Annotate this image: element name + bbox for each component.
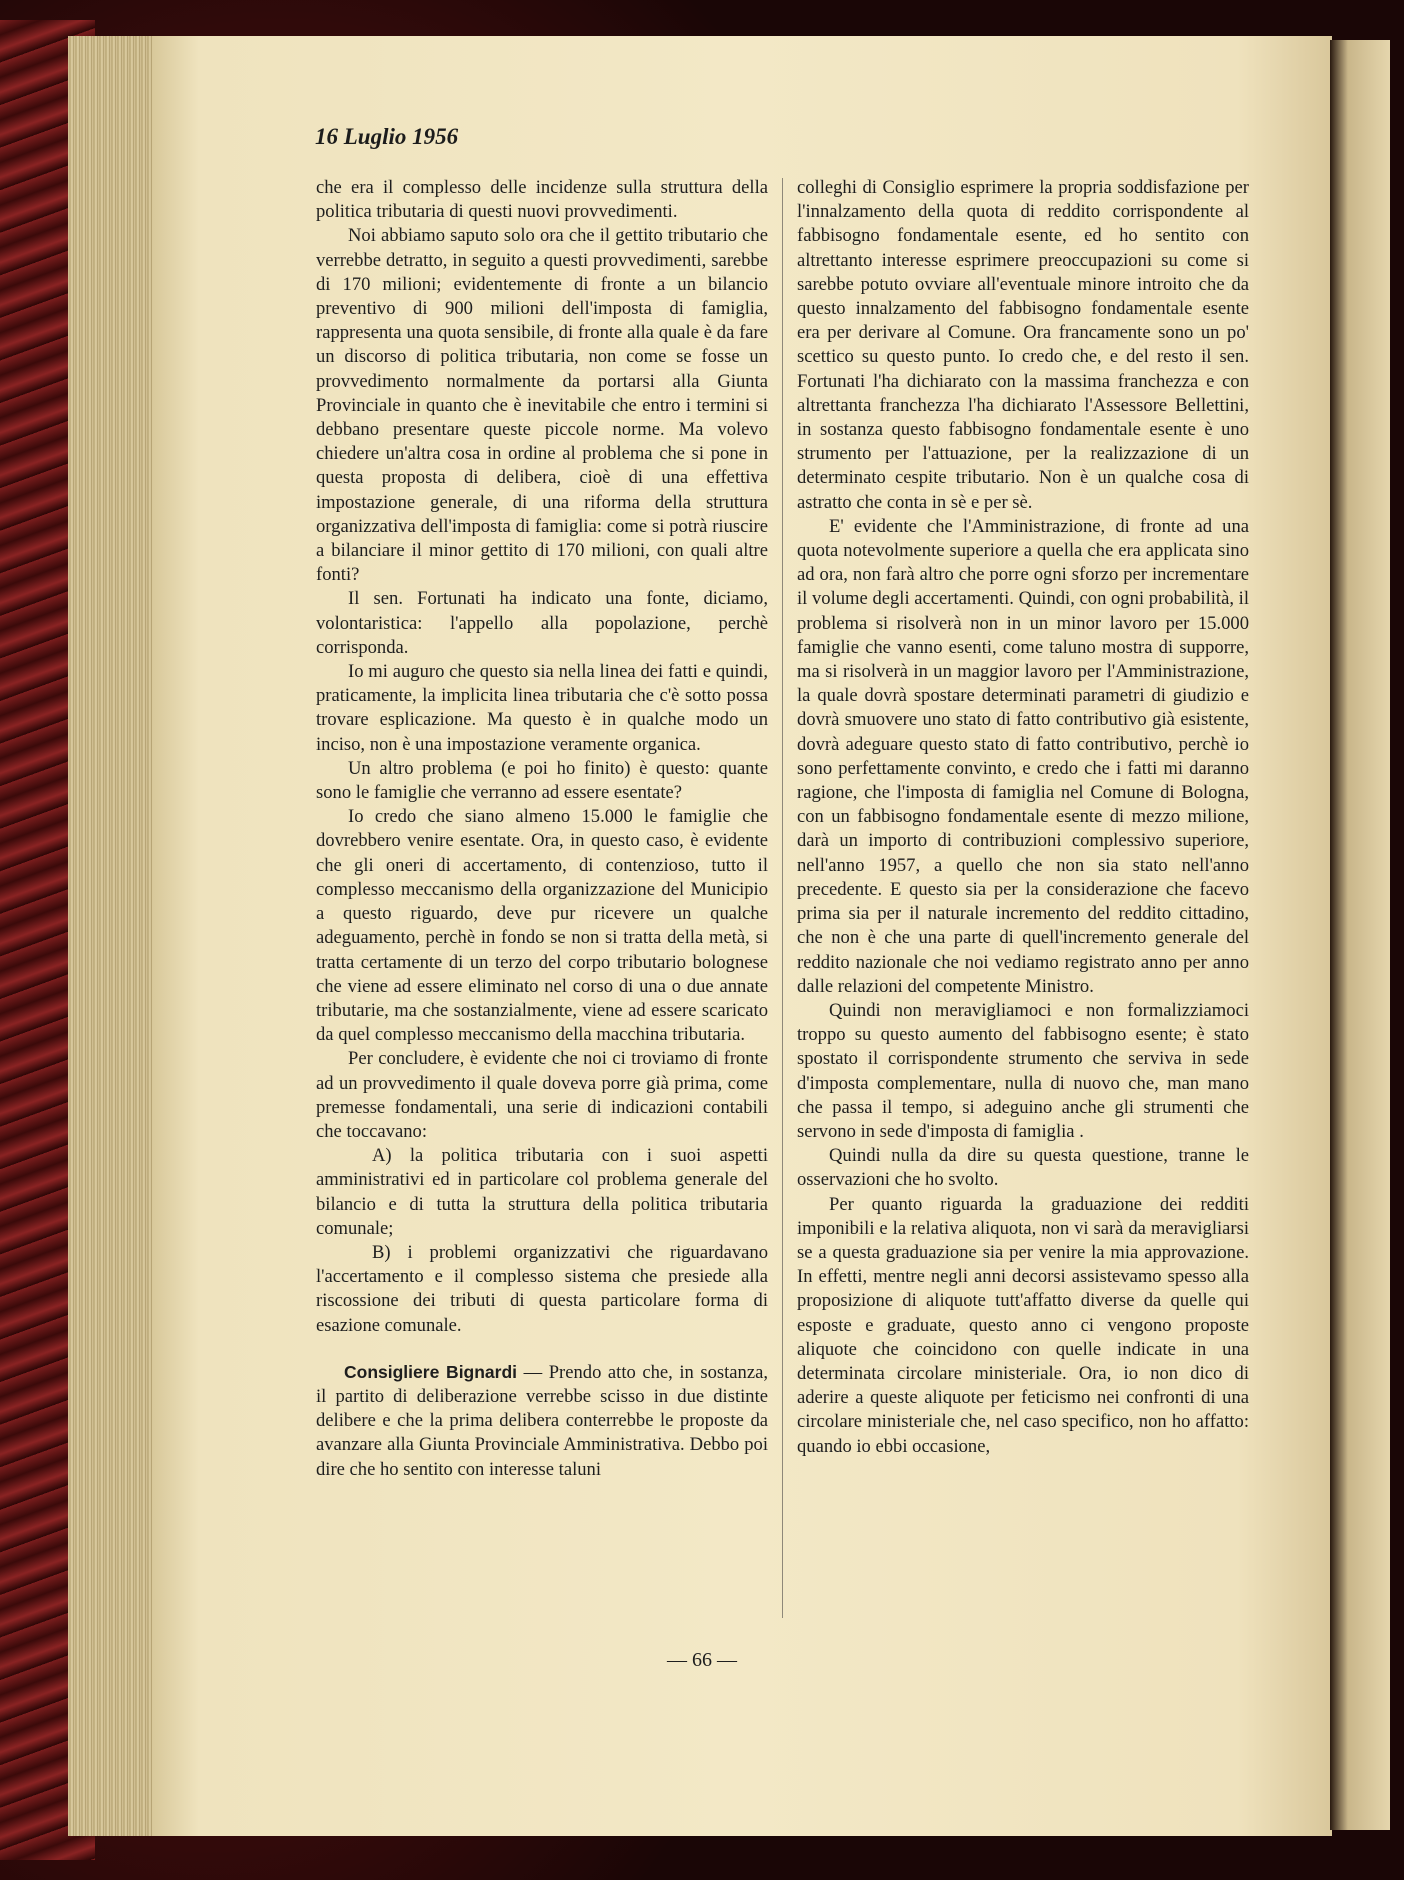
- paragraph: Io credo che siano almeno 15.000 le famiglie che dovrebbero venire esentate. Ora, in questo caso, è evidente che gli oneri di accertamento, di contenzioso, tutto il complesso meccanismo della organizzazione del Municipio a questo riguardo, deve pur ricevere un qualche adeguamento, perchè in fondo se non si tratta della metà, si tratta certamente di un terzo del corpo tributario bolognese che viene ad essere eliminato nel corso di una o due annate tributarie, ma che sostanzialmente, viene ad essere scaricato da quel complesso meccanismo della macchina tributaria.: [316, 806, 768, 1046]
- paragraph: Io mi auguro che questo sia nella linea dei fatti e quindi, praticamente, la implicita linea tributaria che c'è sotto possa trovare esplicazione. Ma questo è in qualche modo un inciso, non è una impostazione veramente organica.: [316, 661, 768, 755]
- paragraph: Il sen. Fortunati ha indicato una fonte, diciamo, volontaristica: l'appello alla popolazione, perchè corrisponda.: [316, 588, 768, 658]
- paragraph: Per concludere, è evidente che noi ci troviamo di fronte ad un provvedimento il quale doveva porre già prima, come premesse fondamentali, una serie di indicazioni contabili che toccavano:: [316, 1048, 768, 1142]
- left-text-column: [316, 176, 768, 1482]
- list-item-a: A) la politica tributaria con i suoi aspetti amministrativi ed in particolare col problema generale del bilancio e di tutta la struttura della politica tributaria comunale;: [316, 1145, 768, 1239]
- paragraph: Quindi nulla da dire su questa questione, tranne le osservazioni che ho svolto.: [797, 1145, 1249, 1191]
- page-number: — 66 —: [667, 1649, 737, 1671]
- paragraph: Un altro problema (e poi ho finito) è questo: quante sono le famiglie che verranno ad essere esentate?: [316, 757, 768, 804]
- list-item-b: B) i problemi organizzativi che riguardavano l'accertamento e il complesso sistema che presiede alla riscossione dei tributi di questa particolare forma di esazione comunale.: [316, 1241, 768, 1336]
- page-stack-edges: [68, 36, 160, 1836]
- column-divider: [782, 178, 783, 1618]
- paragraph: E' evidente che l'Amministrazione, di fronte ad una quota notevolmente superiore a quella che era applicata sino ad ora, non farà altro che porre ogni sforzo per incrementare il volume degli accertamenti. Quindi, con ogni probabilità, il problema si risolverà non in un minor lavoro per 15.000 famiglie che vanno esenti, come taluno mostra di supporre, ma si risolverà in un maggior lavoro per l'Amministrazione, la quale dovrà spostare determinati parametri di giudizio e dovrà smuovere uno stato di fatto contributivo già esistente, dovrà adeguare questo stato di fatto contributivo, perchè io sono perfettamente convinto, e credo che i fatti mi daranno ragione, che l'imposta di famiglia nel Comune di Bologna, con un fabbisogno fondamentale esente di mezzo milione, darà un importo di contribuzioni complessivo superiore, nell'anno 1957, a quello che non sia stato nell'anno precedente. E questo sia per la considerazione che facevo prima sia per il naturale incremento del reddito cittadino, che non è che una parte di quell'incremento generale del reddito nazionale che noi vediamo registrato anno per anno dalle relazioni del competente Ministro.: [797, 515, 1249, 997]
- paragraph: Quindi non meravigliamoci e non formalizziamoci troppo su questo aumento del fabbisogno esente; è stato spostato il corrispondente strumento che serviva in sede d'imposta complementare, nulla di nuovo che, man mano che passa il tempo, si adeguino anche gli strumenti che servono in sede d'imposta di famiglia .: [797, 999, 1249, 1142]
- paragraph: che era il complesso delle incidenze sulla struttura della politica tributaria di questi nuovi provvedimenti.: [316, 177, 768, 223]
- paragraph: Noi abbiamo saputo solo ora che il gettito tributario che verrebbe detratto, in seguito a questi provvedimenti, sarebbe di 170 milioni; evidentemente di fronte a un bilancio preventivo di 900 milioni dell'imposta di famiglia, rappresenta una quota sensibile, di fronte alla quale è da fare un discorso di politica tributaria, non come se fosse un provvedimento normalmente da portarsi alla Giunta Provinciale in quanto che è inevitabile che entro i termini si debbano presentare queste piccole norme. Ma volevo chiedere un'altra cosa in ordine al problema che si pone in questa proposta di delibera, cioè di una effettiva impostazione generale, di una riforma della struttura organizzativa dell'imposta di famiglia: come si potrà riuscire a bilanciare il minor gettito di 170 milioni, con quali altre fonti?: [316, 225, 768, 586]
- facing-page-edge: [1330, 40, 1390, 1830]
- page-header-date: 16 Luglio 1956: [315, 124, 459, 149]
- paragraph: Per quanto riguarda la graduazione dei redditi imponibili e la relativa aliquota, non vi sarà da meravigliarsi se a questa graduazione sia per venire la mia approvazione. In effetti, mentre negli anni decorsi assistevamo spesso alla proposizione di aliquote tutt'affatto diverse da quelle qui esposte e graduate, questo anno ci vengono proposte aliquote che coincidono con quelle indicate in una determinata circolare ministeriale. Ora, io non dico di aderire a queste aliquote per feticismo nei confronti di una circolare ministeriale che, nel caso specifico, non ho affatto: quando io ebbi occasione,: [797, 1193, 1249, 1457]
- paragraph: colleghi di Consiglio esprimere la propria soddisfazione per l'innalzamento della quota di reddito corrispondente al fabbisogno fondamentale esente, ed ho sentito con altrettanto interesse esprimere preoccupazioni su come si sarebbe potuto ovviare all'eventuale minore introito che da questo innalzamento del fabbisogno fondamentale esente era per derivare al Comune. Ora francamente sono un po' scettico su questo punto. Io credo che, e del resto il sen. Fortunati l'ha dichiarato con la massima franchezza e con altrettanta franchezza l'ha dichiarato l'Assessore Bellettini, in sostanza questo fabbisogno fondamentale esente è uno strumento per l'attuazione, per la realizzazione di un determinato cespite tributario. Non è un qualche cosa di astratto che conta in sè e per sè.: [797, 177, 1249, 513]
- speaker-paragraph: [316, 1360, 768, 1482]
- right-text-column: [797, 176, 1249, 1459]
- speaker-name: Consigliere Bignardi: [344, 1361, 518, 1382]
- speaker-text: — Prendo atto che, in sostanza, il partito di deliberazione verrebbe scisso in due distinte delibere e che la prima delibera conterrebbe le proposte da avanzare alla Giunta Provinciale Amministrativa. Debbo poi dire che ho sentito con interesse taluni: [316, 1361, 768, 1480]
